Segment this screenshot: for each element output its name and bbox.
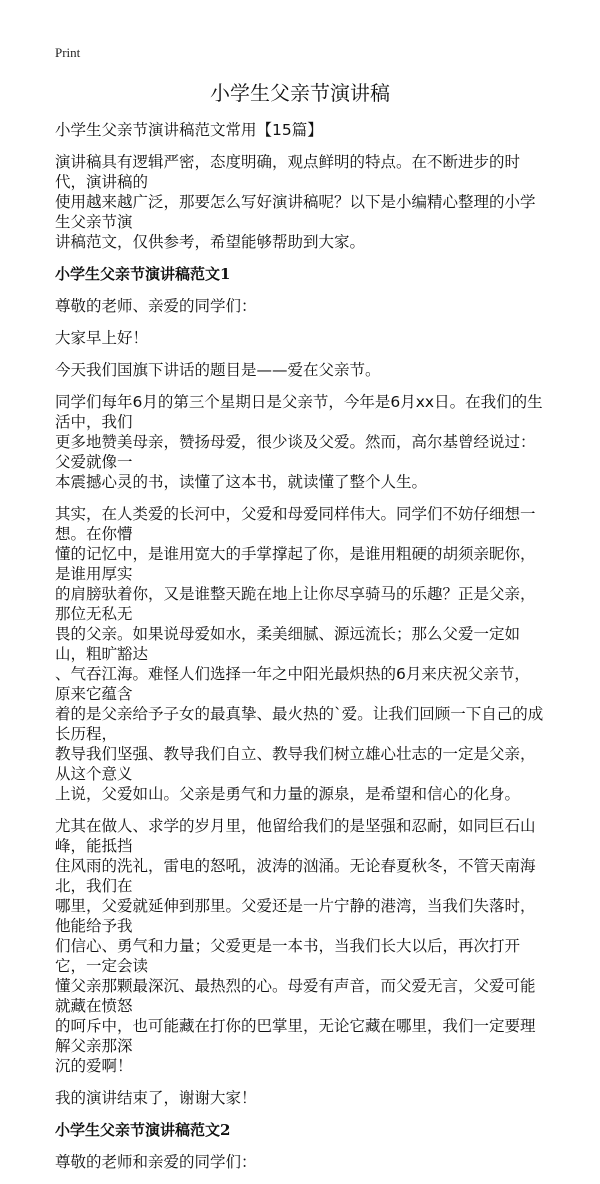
text-line: 上说，父爱如山。父亲是勇气和力量的源泉，是希望和信心的化身。 [55, 785, 521, 803]
closing: 我的演讲结束了，谢谢大家！ [55, 1089, 257, 1107]
text-line: 的呵斥中，也可能藏在打你的巴掌里，无论它藏在哪里，我们一定要理解父亲那深 [55, 1017, 536, 1055]
text-line: 演讲稿具有逻辑严密，态度明确，观点鲜明的特点。在不断进步的时代，演讲稿的 [55, 153, 521, 191]
text-line: 畏的父亲。如果说母爱如水，柔美细腻、源远流长；那么父爱一定如山，粗旷豁达 [55, 625, 521, 663]
paragraph [55, 816, 545, 1076]
text-line: 尤其在做人、求学的岁月里，他留给我们的是坚强和忍耐，如同巨石山峰，能抵挡 [55, 817, 536, 855]
section-heading-2: 小学生父亲节演讲稿范文2 [55, 1121, 231, 1139]
text-line: 使用越来越广泛，那要怎么写好演讲稿呢？以下是小编精心整理的小学生父亲节演 [55, 193, 536, 231]
text-line: 懂父亲那颗最深沉、最热烈的心。母爱有声音，而父爱无言，父爱可能就藏在愤怒 [55, 977, 536, 1015]
text-line: 同学们每年6月的第三个星期日是父亲节，今年是6月xx日。在我们的生活中，我们 [55, 393, 543, 431]
page-title: 小学生父亲节演讲稿 [210, 81, 390, 105]
greeting: 尊敬的老师、亲爱的同学们： [55, 297, 257, 315]
text-line: 哪里，父爱就延伸到那里。父爱还是一片宁静的港湾，当我们失落时，他能给予我 [55, 897, 536, 935]
text-line: 、气吞江海。难怪人们选择一年之中阳光最炽热的6月来庆祝父亲节，原来它蕴含 [55, 665, 530, 703]
section-heading-1: 小学生父亲节演讲稿范文1 [55, 265, 231, 283]
paragraph [55, 504, 545, 804]
text-line: 们信心、勇气和力量；父爱更是一本书，当我们长大以后，再次打开它，一定会读 [55, 937, 521, 975]
print-link[interactable]: Print [55, 45, 81, 60]
topic: 今天我们国旗下讲话的题目是——爱在父亲节。 [55, 361, 381, 379]
paragraph [55, 392, 545, 492]
text-line: 更多地赞美母亲，赞扬母爱，很少谈及父爱。然而，高尔基曾经说过：父爱就像一 [55, 433, 536, 471]
greeting-2: 尊敬的老师和亲爱的同学们： [55, 1153, 257, 1171]
text-line: 本震撼心灵的书，读懂了这本书，就读懂了整个人生。 [55, 473, 428, 491]
text-line: 懂的记忆中，是谁用宽大的手掌撑起了你，是谁用粗硬的胡须亲昵你，是谁用厚实 [55, 545, 536, 583]
text-line: 沉的爱啊！ [55, 1057, 133, 1075]
hello: 大家早上好！ [55, 329, 149, 347]
intro-paragraph [55, 152, 545, 252]
text-line: 住风雨的洗礼，雷电的怒吼，波涛的汹涌。无论春夏秋冬，不管天南海北，我们在 [55, 857, 536, 895]
subtitle: 小学生父亲节演讲稿范文常用【15篇】 [55, 121, 323, 139]
text-line: 着的是父亲给予子女的最真挚、最火热的`爱。让我们回顾一下自己的成长历程， [55, 705, 544, 743]
text-line: 的肩膀驮着你，又是谁整天跪在地上让你尽享骑马的乐趣？正是父亲，那位无私无 [55, 585, 536, 623]
text-line: 教导我们坚强、教导我们自立、教导我们树立雄心壮志的一定是父亲，从这个意义 [55, 745, 536, 783]
text-line: 其实，在人类爱的长河中，父爱和母爱同样伟大。同学们不妨仔细想一想。在你懵 [55, 505, 536, 543]
document-body [55, 80, 545, 1184]
text-line: 讲稿范文，仅供参考，希望能够帮助到大家。 [55, 233, 366, 251]
